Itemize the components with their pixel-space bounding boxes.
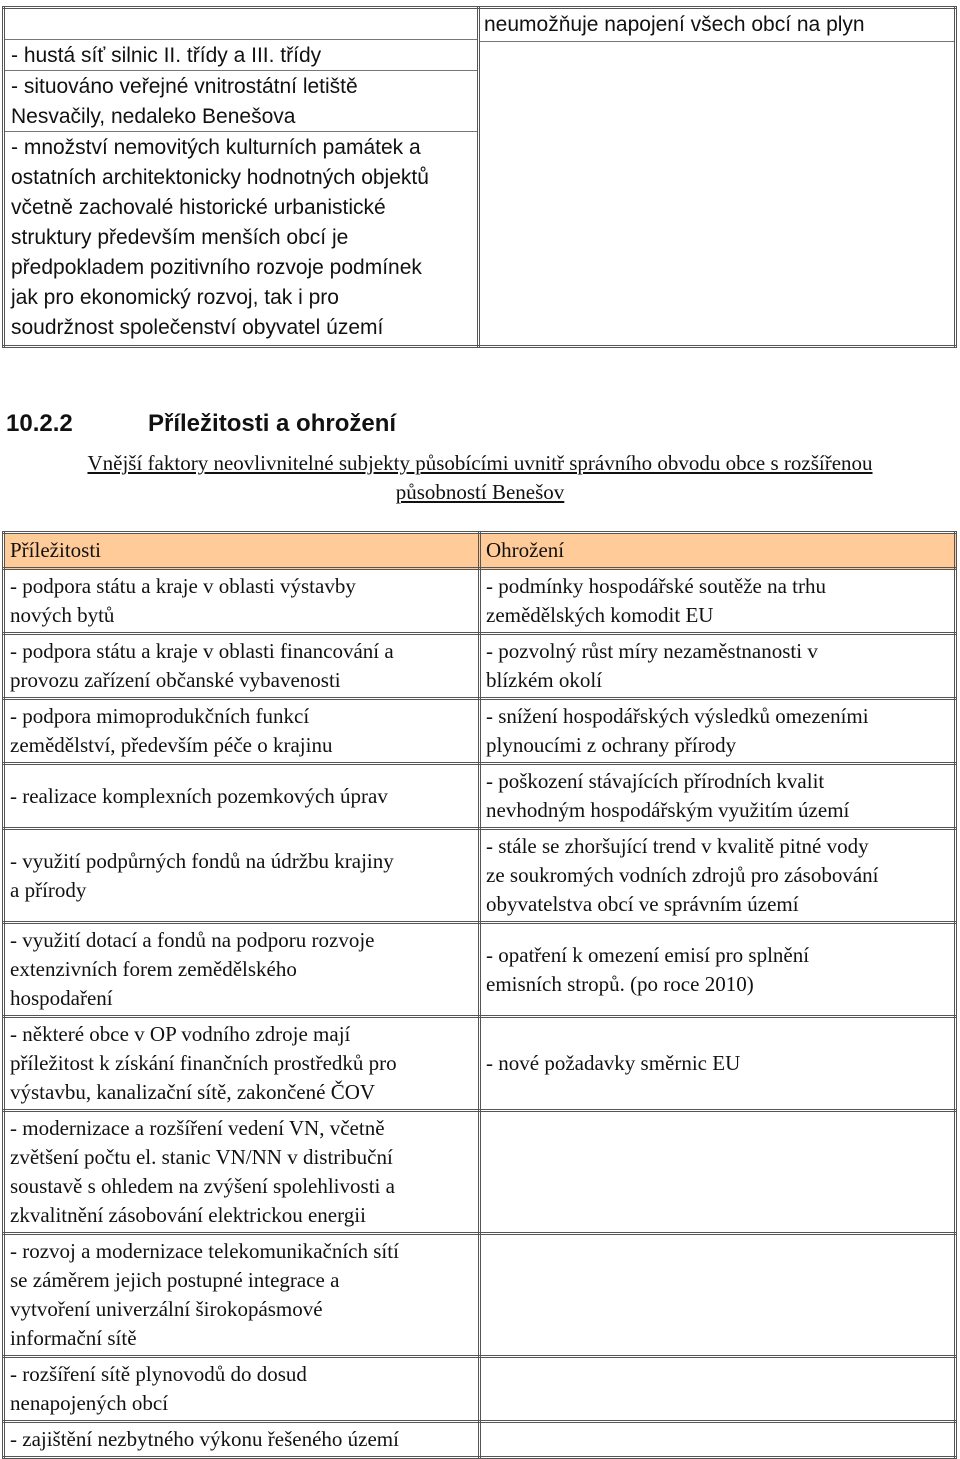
threat-cell <box>480 829 956 923</box>
opportunities-threats-table <box>2 531 957 1459</box>
table-row <box>4 1111 956 1234</box>
section-subtitle <box>0 449 960 507</box>
table-line: - některé obce v OP vodního zdroje mají <box>10 1022 351 1046</box>
threats-header: Ohrožení <box>480 533 956 569</box>
table-line: soudržnost společenství obyvatel území <box>11 316 384 339</box>
threat-cell <box>480 1422 956 1458</box>
table-line: ze soukromých vodních zdrojů pro zásobování <box>486 863 879 887</box>
table-row <box>4 829 956 923</box>
opportunity-cell <box>4 1422 480 1458</box>
table-row <box>5 39 477 70</box>
table-line: extenzivních forem zemědělského <box>10 957 297 981</box>
table-line: nevhodným hospodářským využitím území <box>486 798 850 822</box>
table-row <box>4 764 956 829</box>
threat-cell <box>480 569 956 634</box>
table-row <box>5 70 477 131</box>
table-line: a přírody <box>10 877 87 902</box>
threat-cell <box>480 1357 956 1422</box>
table-line: - využití dotací a fondů na podporu rozvoje <box>10 928 375 952</box>
weaknesses-cell <box>479 8 956 347</box>
table-line: - stále se zhoršující trend v kvalitě pitné vody <box>486 834 869 858</box>
table-line: příležitost k získání finančních prostředků pro <box>10 1051 397 1075</box>
table-line: - poškození stávajících přírodních kvalit <box>486 769 825 793</box>
table-line: informační sítě <box>10 1326 137 1350</box>
table-line: - realizace komplexních pozemkových úprav <box>10 783 388 808</box>
table-line: blízkém okolí <box>486 668 603 692</box>
table-row <box>5 131 477 345</box>
table-line: Nesvačily, nedaleko Benešova <box>11 105 296 128</box>
table-line: jak pro ekonomický rozvoj, tak i pro <box>11 286 339 309</box>
table-row <box>4 634 956 699</box>
table-line: nových bytů <box>10 603 115 627</box>
table-line: - snížení hospodářských výsledků omezeními <box>486 704 869 728</box>
opportunity-cell <box>4 569 480 634</box>
table-line: - rozvoj a modernizace telekomunikačních sítí <box>10 1239 399 1263</box>
table-line: plynoucími z ochrany přírody <box>486 733 737 757</box>
table-line: zemědělství, především péče o krajinu <box>10 733 333 757</box>
table-row <box>4 569 956 634</box>
table-row <box>4 1017 956 1111</box>
table-line: emisních stropů. (po roce 2010) <box>486 971 754 996</box>
table-line: se záměrem jejich postupné integrace a <box>10 1268 340 1292</box>
table-line: soustavě s ohledem na zvýšení spolehlivosti a <box>10 1174 395 1198</box>
table-line: - nové požadavky směrnic EU <box>486 1051 741 1075</box>
strengths-cell <box>4 8 479 347</box>
table-line: - podmínky hospodářské soutěže na trhu <box>486 574 827 598</box>
threat-cell <box>480 764 956 829</box>
threat-cell <box>480 923 956 1017</box>
table-line: zvětšení počtu el. stanic VN/NN v distribuční <box>10 1145 393 1169</box>
table-line: - podpora státu a kraje v oblasti výstavby <box>10 574 356 598</box>
table-line <box>5 9 477 39</box>
table-line: struktury především menších obcí je <box>11 226 349 249</box>
threat-cell <box>480 634 956 699</box>
table-row <box>4 923 956 1017</box>
subtitle-line: působností Benešov <box>395 480 565 504</box>
opportunity-cell <box>4 764 480 829</box>
table-row <box>4 1357 956 1422</box>
threat-cell <box>480 1111 956 1234</box>
table-line: - opatření k omezení emisí pro splnění <box>486 942 810 967</box>
table-line: neumožňuje napojení všech obcí na plyn <box>480 9 954 42</box>
table-line: - modernizace a rozšíření vedení VN, včetně <box>10 1116 385 1140</box>
table-line: - využití podpůrných fondů na údržbu krajiny <box>10 848 394 873</box>
table-line: nenapojených obcí <box>10 1391 169 1415</box>
table-line: včetně zachovalé historické urbanistické <box>11 196 386 219</box>
table-line: - zajištění nezbytného výkonu řešeného území <box>10 1427 399 1451</box>
table-line: předpokladem pozitivního rozvoje podmínek <box>11 256 422 279</box>
table-line: - podpora státu a kraje v oblasti financování a <box>10 639 394 663</box>
table-line: - pozvolný růst míry nezaměstnanosti v <box>486 639 818 663</box>
section-number: 10.2.2 <box>6 410 73 437</box>
opportunity-cell <box>4 1017 480 1111</box>
opportunity-cell <box>4 923 480 1017</box>
table-row <box>4 1422 956 1458</box>
table-line: ostatních architektonicky hodnotných objektů <box>11 166 429 189</box>
section-title: Příležitosti a ohrožení <box>148 410 397 437</box>
table-line: - hustá síť silnic II. třídy a III. třídy <box>11 44 322 67</box>
table-line: - podpora mimoprodukčních funkcí <box>10 704 310 728</box>
strengths-weaknesses-table <box>2 6 957 348</box>
opportunities-header: Příležitosti <box>4 533 480 569</box>
table-line: - množství nemovitých kulturních památek a <box>11 136 421 159</box>
opportunity-cell <box>4 1357 480 1422</box>
table-row <box>4 699 956 764</box>
table-line: provozu zařízení občanské vybavenosti <box>10 668 341 692</box>
table-line: výstavbu, kanalizační sítě, zakončené ČOV <box>10 1080 376 1104</box>
threat-cell <box>480 1017 956 1111</box>
table-line: obyvatelstva obcí ve správním území <box>486 892 799 916</box>
threat-cell <box>480 1234 956 1357</box>
table-row <box>4 1234 956 1357</box>
opportunity-cell <box>4 829 480 923</box>
table-line: - rozšíření sítě plynovodů do dosud <box>10 1362 307 1386</box>
table-line: zemědělských komodit EU <box>486 603 714 627</box>
opportunity-cell <box>4 1111 480 1234</box>
opportunity-cell <box>4 699 480 764</box>
table-line: zkvalitnění zásobování elektrickou energii <box>10 1203 366 1227</box>
table-line: - situováno veřejné vnitrostátní letiště <box>11 75 358 98</box>
subtitle-line: Vnější faktory neovlivnitelné subjekty působícími uvnitř správního obvodu obce s rozšířenou <box>87 451 873 475</box>
table-line: hospodaření <box>10 986 113 1010</box>
threat-cell <box>480 699 956 764</box>
section-heading <box>6 410 396 438</box>
opportunity-cell <box>4 634 480 699</box>
opportunity-cell <box>4 1234 480 1357</box>
table-line: vytvoření univerzální širokopásmové <box>10 1297 323 1321</box>
